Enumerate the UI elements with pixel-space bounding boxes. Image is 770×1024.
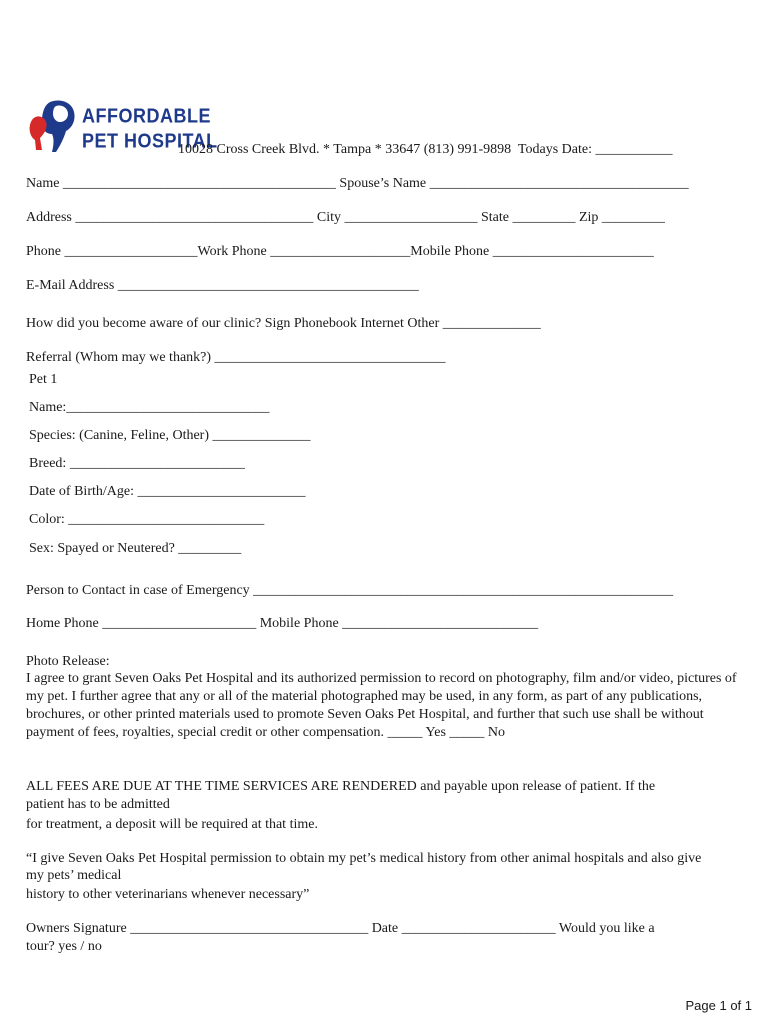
referral-field[interactable]: Referral (Whom may we thank?) _________________________________ bbox=[26, 350, 446, 365]
photo-release-heading: Photo Release: bbox=[26, 654, 110, 669]
records-line-2: my pets’ medical bbox=[26, 868, 122, 883]
pet-name-field[interactable]: Name:_____________________________ bbox=[29, 400, 270, 415]
phone-fields[interactable]: Phone ___________________Work Phone ____________________Mobile Phone _______________________ bbox=[26, 244, 654, 259]
records-line-3: history to other veterinarians whenever necessary” bbox=[26, 887, 310, 902]
pet-species-field[interactable]: Species: (Canine, Feline, Other) ______________ bbox=[29, 428, 311, 443]
tour-question: tour? yes / no bbox=[26, 939, 102, 954]
name-spouse-field[interactable]: Name _______________________________________ Spouse’s Name _____________________________________ bbox=[26, 176, 689, 191]
pet-silhouette-icon bbox=[26, 98, 82, 156]
records-line-1: “I give Seven Oaks Pet Hospital permission to obtain my pet’s medical history from other animal hospitals and also give bbox=[26, 851, 702, 866]
pet-breed-field[interactable]: Breed: _________________________ bbox=[29, 456, 245, 471]
logo-line1: AFFORDABLE bbox=[82, 104, 211, 127]
email-field[interactable]: E-Mail Address ___________________________________________ bbox=[26, 278, 419, 293]
fees-line-2: patient has to be admitted bbox=[26, 797, 170, 812]
address-field[interactable]: Address __________________________________ City ___________________ State _________ Zip _________ bbox=[26, 210, 665, 225]
clinic-address-header: 10028 Cross Creek Blvd. * Tampa * 33647 (813) 991-9898 Todays Date: ___________ bbox=[178, 142, 673, 157]
pet-dob-field[interactable]: Date of Birth/Age: ________________________ bbox=[29, 484, 306, 499]
aware-field[interactable]: How did you become aware of our clinic? Sign Phonebook Internet Other ______________ bbox=[26, 316, 541, 331]
pet-color-field[interactable]: Color: ____________________________ bbox=[29, 512, 265, 527]
hospital-logo bbox=[26, 98, 218, 156]
photo-release-text: I agree to grant Seven Oaks Pet Hospital and its authorized permission to record on photography, film and/or video, pictures of my pet. I further agree that any or all of the material photographed may be used, in any form, as part of any publications, brochures, or other printed materials used to promote Seven Oaks Pet Hospital, and further that such use shall be without payment of fees, royalties, special credit or other compensation. _____ Yes _____ No bbox=[26, 671, 737, 740]
page-number: Page 1 of 1 bbox=[685, 998, 752, 1013]
pet-heading: Pet 1 bbox=[29, 372, 58, 387]
emergency-phone-fields[interactable]: Home Phone ______________________ Mobile Phone ____________________________ bbox=[26, 616, 539, 631]
logo-line2: PET HOSPITAL bbox=[82, 129, 218, 152]
pet-sex-field[interactable]: Sex: Spayed or Neutered? _________ bbox=[29, 541, 242, 556]
fees-line-1: ALL FEES ARE DUE AT THE TIME SERVICES ARE RENDERED and payable upon release of patient. If the bbox=[26, 779, 656, 794]
emergency-contact-field[interactable]: Person to Contact in case of Emergency ____________________________________________________________ bbox=[26, 583, 674, 598]
signature-field[interactable]: Owners Signature __________________________________ Date ______________________ Would you like a bbox=[26, 921, 655, 936]
fees-line-3: for treatment, a deposit will be required at that time. bbox=[26, 817, 318, 832]
